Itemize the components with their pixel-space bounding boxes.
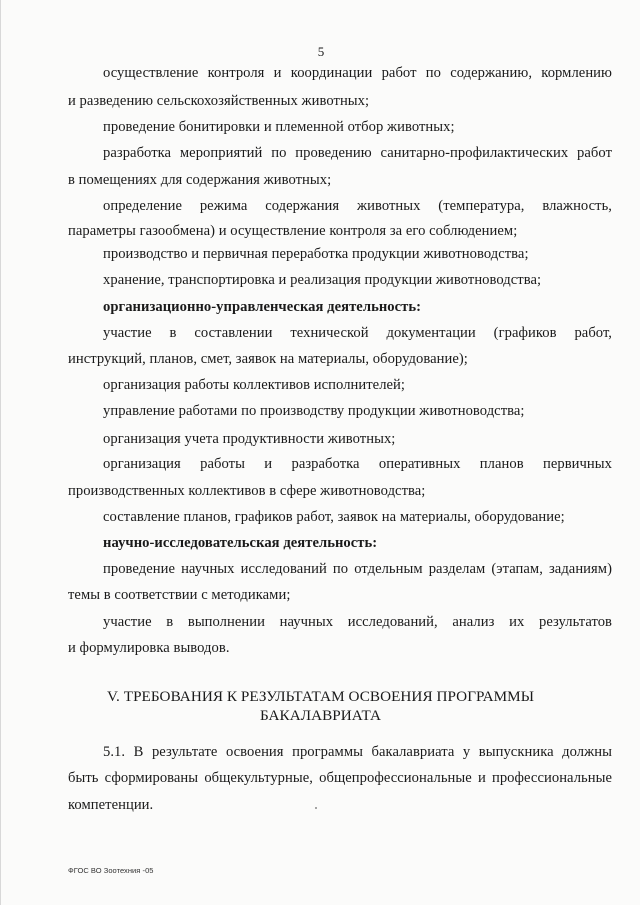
- subheading-organizational: организационно-управленческая деятельность:: [103, 299, 422, 315]
- paragraph-line: компетенции.: [68, 797, 154, 813]
- page-number: 5: [317, 44, 325, 59]
- text-line: хранение, транспортировка и реализация продукции животноводства;: [103, 272, 542, 288]
- section-heading: V. ТРЕБОВАНИЯ К РЕЗУЛЬТАТАМ ОСВОЕНИЯ ПРОГРАММЫ: [106, 688, 534, 705]
- text-line: разработка мероприятий по проведению санитарно-профилактических работ: [103, 145, 612, 161]
- subheading-research: научно-исследовательская деятельность:: [103, 535, 378, 551]
- text-line: составление планов, графиков работ, заявок на материалы, оборудование;: [103, 509, 565, 525]
- text-line: параметры газообмена) и осуществление контроля за его соблюдением;: [68, 223, 518, 239]
- text-line: темы в соответствии с методиками;: [68, 587, 291, 603]
- text-line: управление работами по производству продукции животноводства;: [103, 403, 525, 419]
- text-line: и формулировка выводов.: [68, 640, 230, 656]
- text-line: участие в выполнении научных исследований, анализ их результатов: [103, 614, 612, 630]
- text-line: инструкций, планов, смет, заявок на материалы, оборудование);: [68, 351, 468, 367]
- text-line: проведение бонитировки и племенной отбор животных;: [103, 119, 455, 135]
- text-line: производственных коллективов в сфере животноводства;: [68, 483, 426, 499]
- text-line: осуществление контроля и координации работ по содержанию, кормлению: [103, 65, 612, 81]
- text-line: организация работы коллективов исполнителей;: [103, 377, 406, 393]
- paragraph-line: быть сформированы общекультурные, общепрофессиональные и профессиональные: [68, 770, 612, 786]
- text-line: производство и первичная переработка продукции животноводства;: [103, 246, 529, 262]
- text-line: участие в составлении технической документации (графиков работ,: [103, 325, 612, 341]
- section-heading-continued: БАКАЛАВРИАТА: [259, 707, 382, 724]
- paragraph-line: 5.1. В результате освоения программы бакалавриата у выпускника должны: [103, 744, 612, 760]
- scan-speck: [315, 807, 317, 809]
- text-line: и разведению сельскохозяйственных животных;: [68, 93, 370, 109]
- page-footer: ФГОС ВО Зоотехния -05: [68, 866, 154, 875]
- text-line: проведение научных исследований по отдельным разделам (этапам, заданиям): [103, 561, 612, 577]
- text-line: определение режима содержания животных (температура, влажность,: [103, 198, 612, 214]
- text-line: организация работы и разработка оперативных планов первичных: [103, 456, 612, 472]
- text-line: организация учета продуктивности животных;: [103, 431, 396, 447]
- text-line: в помещениях для содержания животных;: [68, 172, 332, 188]
